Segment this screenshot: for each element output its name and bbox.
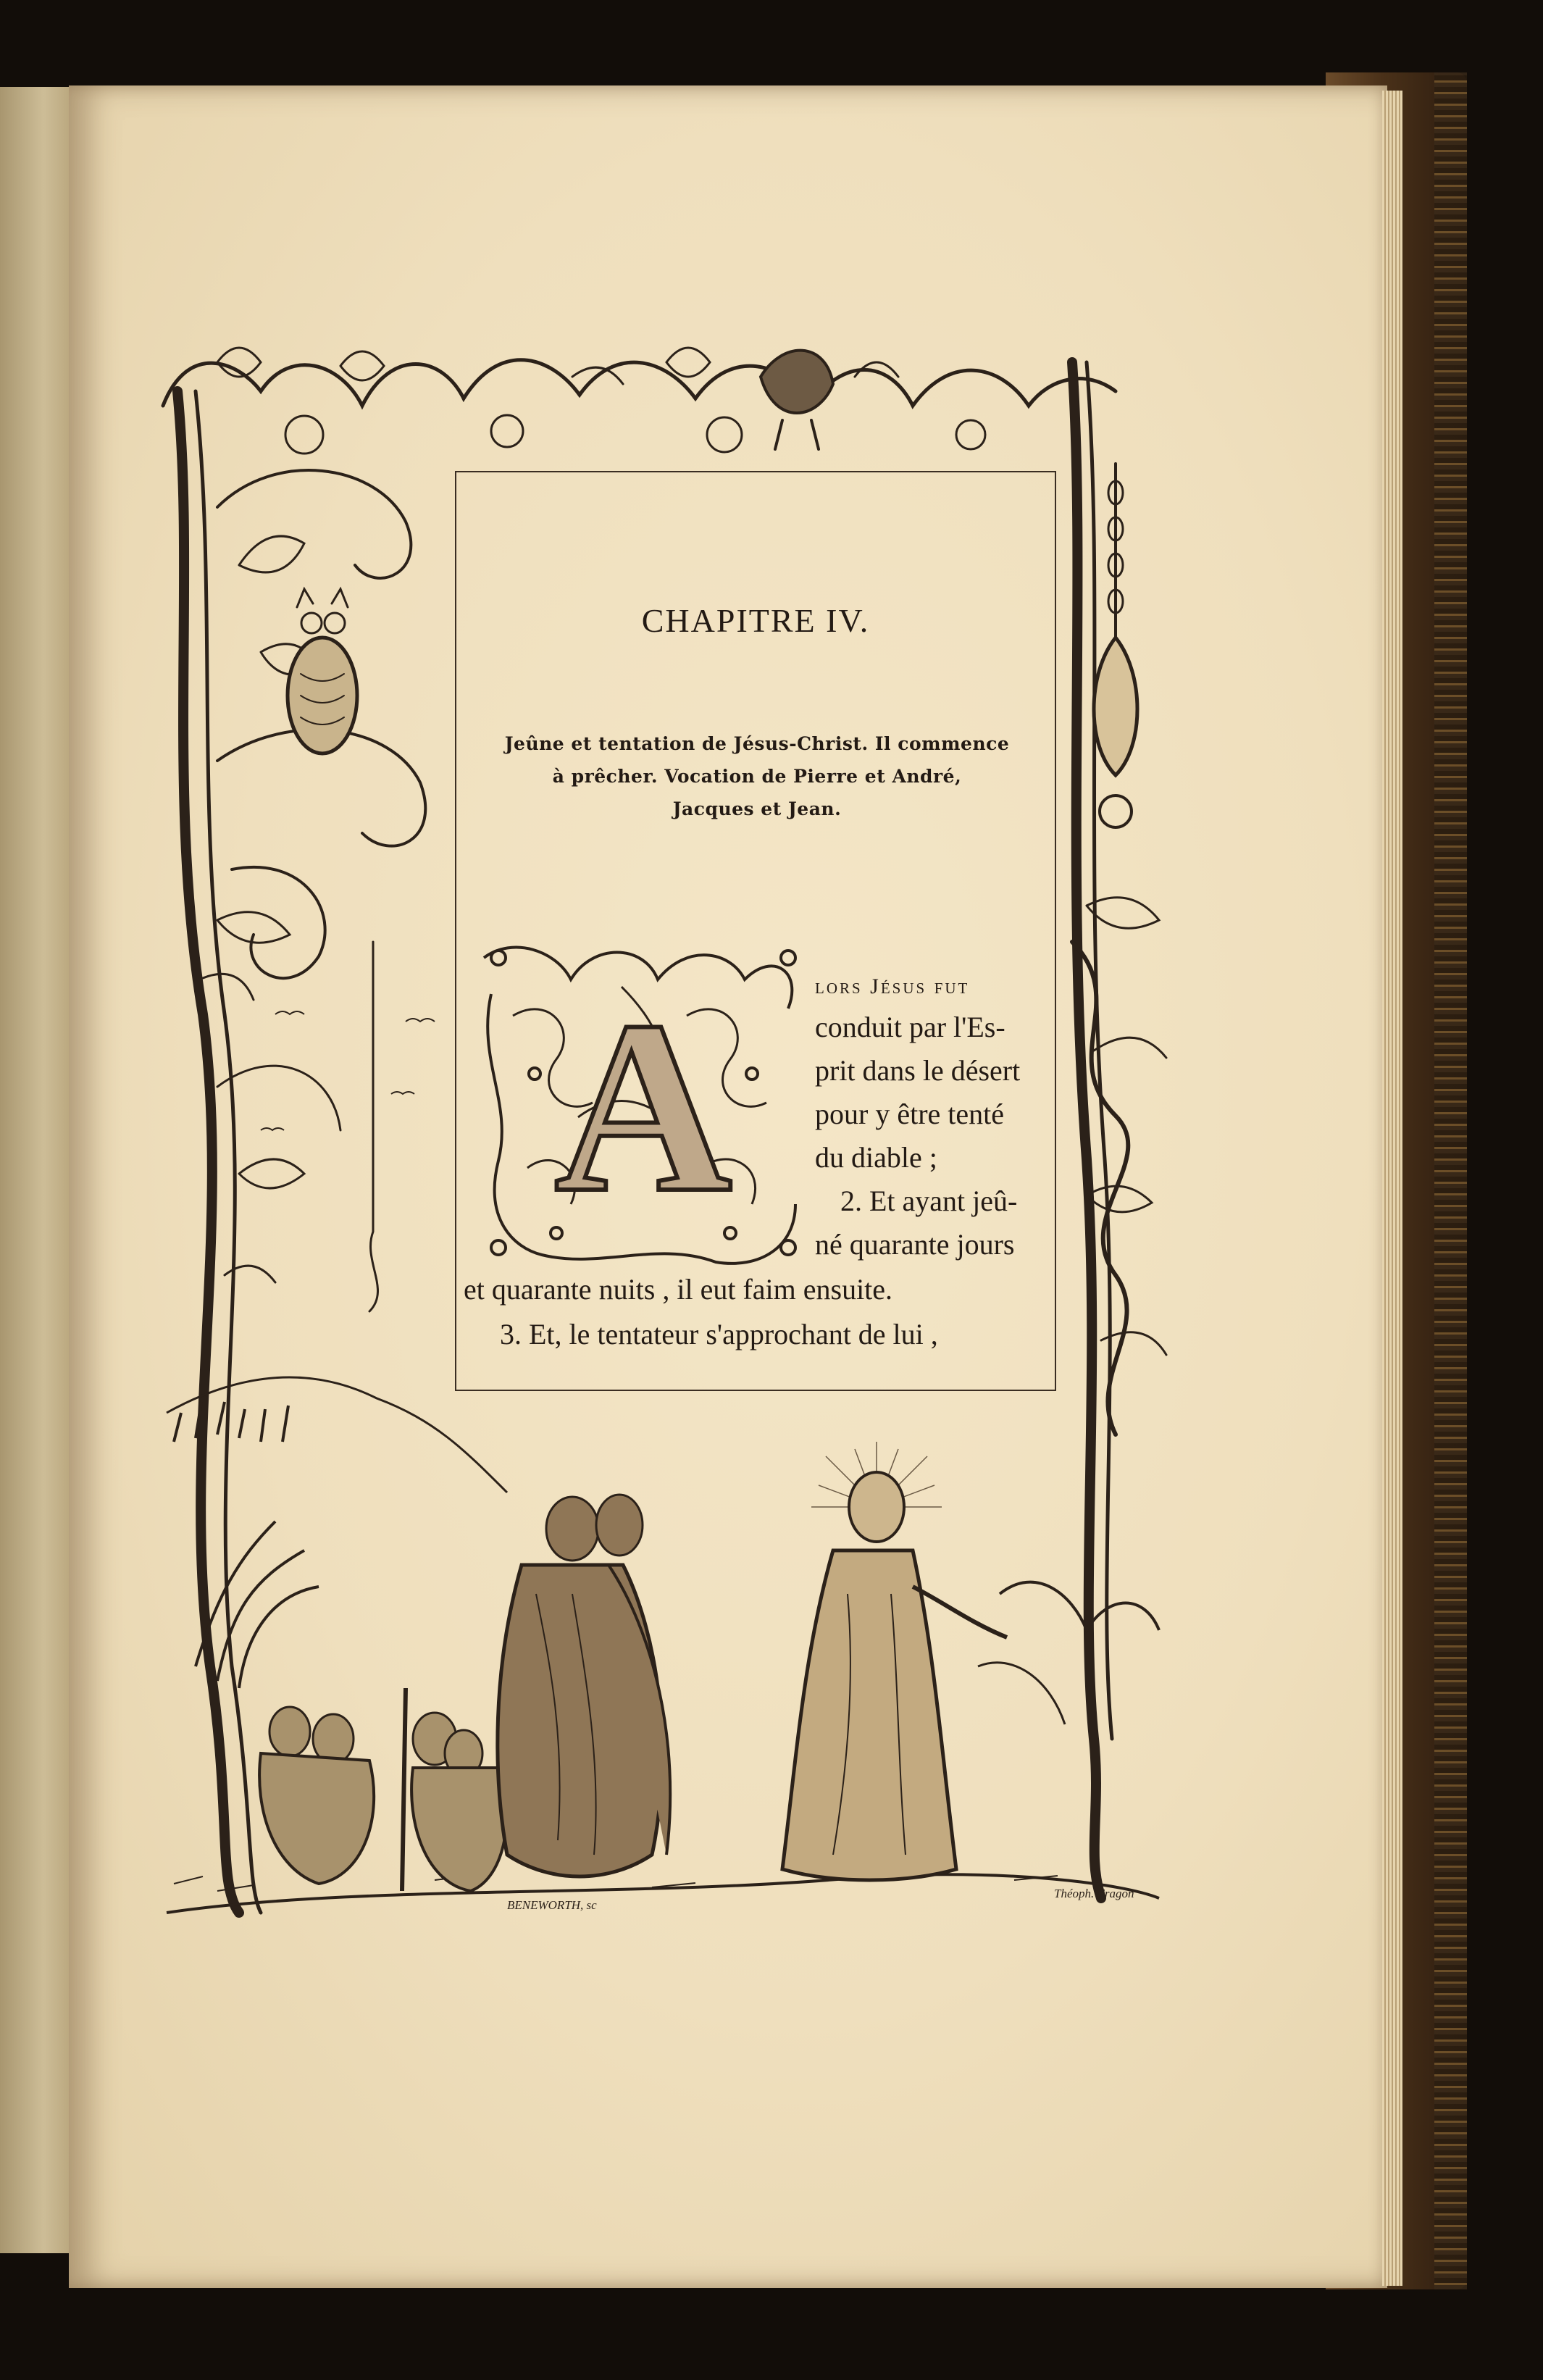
engraver-credit: BENEWORTH, sc: [507, 1898, 597, 1912]
body-line-4: pour y être tenté: [815, 1098, 1004, 1130]
drop-cap-letter: A: [554, 970, 732, 1243]
chapter-title: CHAPITRE IV.: [641, 602, 870, 639]
owl-figure: [288, 589, 357, 753]
body-line-6: 2. Et ayant jeû-: [840, 1185, 1018, 1217]
jesus-figure: [782, 1442, 1007, 1880]
hill-left: [167, 1377, 507, 1492]
body-line-2: conduit par l'Es-: [815, 1011, 1005, 1043]
left-hanging-ornament: [369, 942, 377, 1311]
drop-cap-ornament: [469, 929, 817, 1277]
body-line-8: et quarante nuits , il eut faim ensuite.: [464, 1273, 893, 1306]
chapter-summary-line-1: Jeûne et tentation de Jésus-Christ. Il commence: [504, 733, 1010, 754]
top-scroll-vine: [163, 360, 1116, 406]
body-line-9: 3. Et, le tentateur s'approchant de lui ,: [500, 1318, 938, 1350]
bird-figure: [761, 351, 833, 449]
hanging-lamp: [1094, 638, 1137, 775]
body-line-3: prit dans le désert: [815, 1054, 1021, 1087]
body-line-5: du diable ;: [815, 1141, 937, 1174]
body-line-1: lors Jésus fut: [815, 974, 970, 998]
chapter-summary-line-2: à prêcher. Vocation de Pierre et André,: [552, 766, 962, 787]
right-vine-trunk: [1072, 362, 1101, 1898]
peter-andrew-figures: [498, 1495, 670, 1876]
designer-credit: Théoph. Fragon: [1054, 1887, 1134, 1900]
disciples-group: [259, 1688, 507, 1891]
chapter-summary-line-3: Jacques et Jean.: [672, 798, 842, 819]
body-line-7: né quarante jours: [815, 1228, 1015, 1261]
